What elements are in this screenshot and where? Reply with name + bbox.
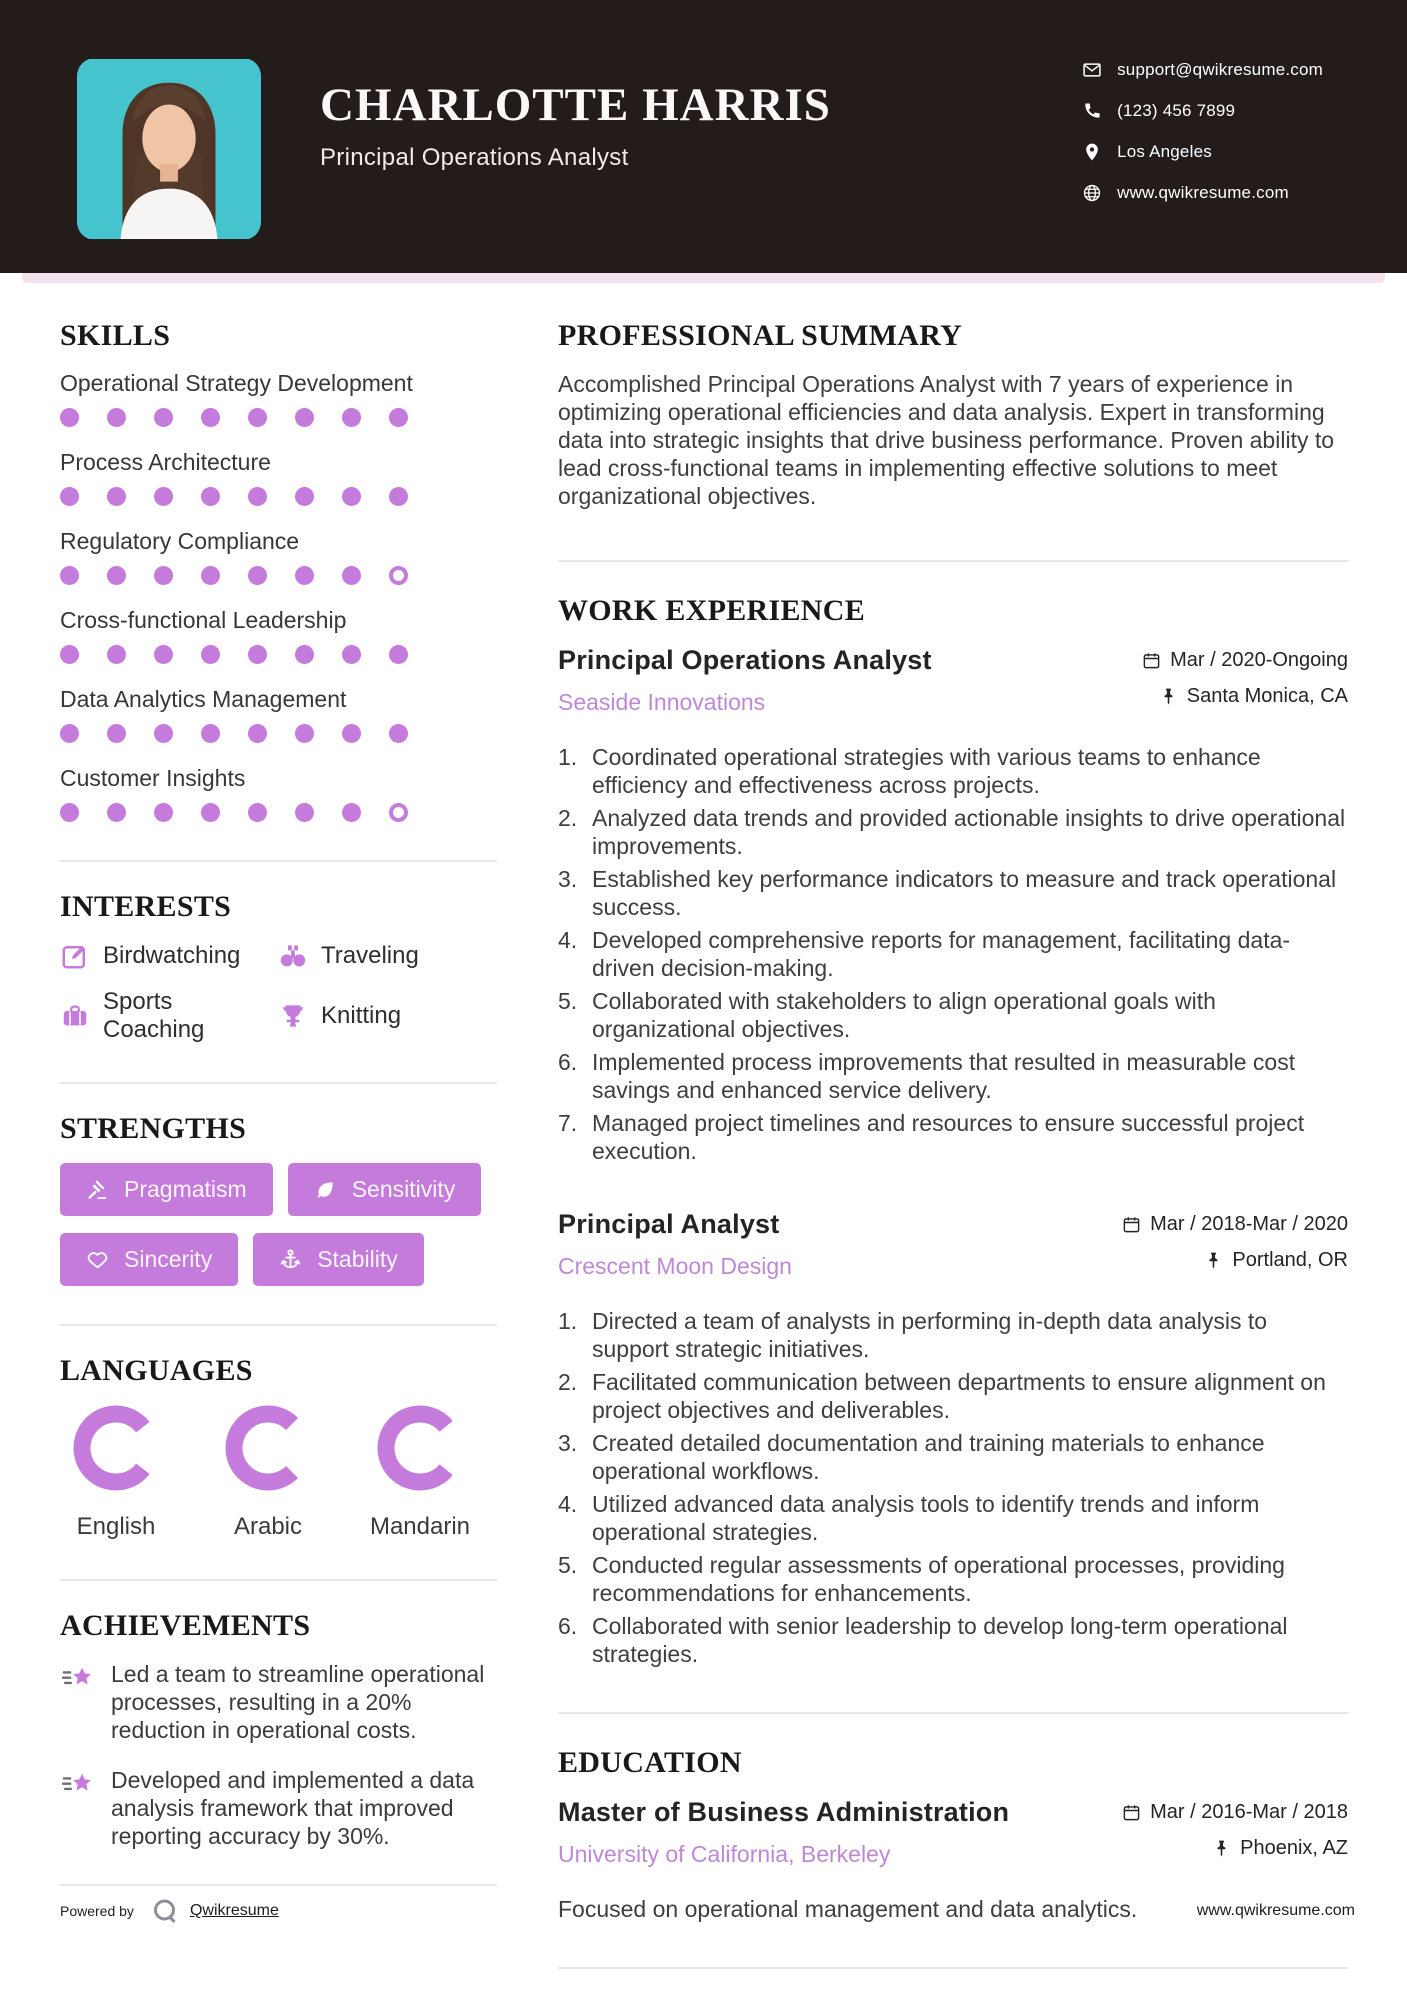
skill-dot-filled xyxy=(60,487,79,506)
divider xyxy=(558,560,1348,562)
skill-dot-filled xyxy=(107,645,126,664)
strength-badge xyxy=(60,1233,238,1286)
divider xyxy=(60,860,497,862)
anchor-icon xyxy=(279,1248,302,1271)
job-bullet xyxy=(558,865,1348,921)
content-columns xyxy=(0,283,1407,1990)
bullet-number: 4. xyxy=(558,927,578,953)
skill-dot-filled xyxy=(295,645,314,664)
person-name: CHARLOTTE HARRIS xyxy=(320,79,831,131)
strength-label: Stability xyxy=(317,1246,398,1272)
job-entry-left xyxy=(558,1209,792,1280)
skill-dot-filled xyxy=(154,803,173,822)
job-bullet xyxy=(558,1551,1348,1607)
skill-dot-filled xyxy=(342,487,361,506)
footer-website: www.qwikresume.com xyxy=(1196,1902,1355,1919)
skill-dot-filled xyxy=(154,724,173,743)
skill-level-dots xyxy=(60,645,497,664)
footer xyxy=(60,1896,1355,1926)
skill-label: Process Architecture xyxy=(60,449,271,475)
skill-dot-filled xyxy=(60,408,79,427)
achievement-list xyxy=(60,1660,497,1850)
pushpin-icon xyxy=(1212,1839,1231,1858)
strengths-section xyxy=(60,1112,497,1286)
skill-item xyxy=(60,528,497,585)
languages-heading: LANGUAGES xyxy=(60,1354,253,1387)
interest-list xyxy=(60,941,497,1044)
skill-dot-filled xyxy=(248,645,267,664)
job-bullet-list xyxy=(558,1307,1348,1668)
skill-dot-filled xyxy=(295,566,314,585)
job-bullet xyxy=(558,743,1348,799)
job-date-row xyxy=(1142,649,1348,672)
skill-dot-filled xyxy=(342,803,361,822)
education-heading: EDUCATION xyxy=(558,1746,742,1779)
skill-dot-filled xyxy=(248,803,267,822)
job-entry-header xyxy=(558,645,1348,721)
skill-dot-filled xyxy=(201,487,220,506)
calendar-icon xyxy=(1122,1803,1141,1822)
skill-dot-filled xyxy=(342,408,361,427)
skill-dot-filled xyxy=(248,408,267,427)
bullet-number: 2. xyxy=(558,1369,578,1395)
job-meta xyxy=(1142,645,1348,721)
summary-text: Accomplished Principal Operations Analyst with 7 years of experience in optimizing operational efficiencies and data analysis. Expert in transforming data into strategic insights that drive business performance. Proven ability to lead cross-functional teams in implementing effective solutions to meet organizational objectives. xyxy=(558,371,1335,509)
contact-item xyxy=(1082,101,1323,121)
achievement-text: Led a team to streamline operational processes, resulting in a 20% reduction in operational costs. xyxy=(111,1661,485,1743)
email-icon xyxy=(1082,60,1102,80)
skill-dot-filled xyxy=(295,803,314,822)
contact-text: support@qwikresume.com xyxy=(1117,60,1323,79)
divider xyxy=(60,1884,497,1886)
skill-dot-filled xyxy=(154,408,173,427)
education-entry-left xyxy=(558,1797,1009,1868)
contact-text: www.qwikresume.com xyxy=(1117,183,1289,202)
degree-title: Master of Business Administration xyxy=(558,1797,1010,1827)
skill-dot-filled xyxy=(295,487,314,506)
skill-item xyxy=(60,449,497,506)
interest-label: Sports Coaching xyxy=(103,988,205,1043)
education-meta xyxy=(1122,1797,1348,1873)
bullet-number: 1. xyxy=(558,744,578,770)
job-bullet xyxy=(558,1612,1348,1668)
interest-item xyxy=(278,941,497,971)
bullet-number: 2. xyxy=(558,805,578,831)
job-bullet xyxy=(558,804,1348,860)
language-label: English xyxy=(76,1513,156,1540)
language-item xyxy=(220,1405,316,1541)
skill-dot-filled xyxy=(295,724,314,743)
pushpin-icon xyxy=(1204,1251,1223,1270)
skill-label: Customer Insights xyxy=(60,765,246,791)
skill-dot-filled xyxy=(389,724,408,743)
job-entry-header xyxy=(558,1209,1348,1285)
job-bullet xyxy=(558,1048,1348,1104)
bullet-text: Created detailed documentation and training materials to enhance operational workflows. xyxy=(592,1430,1265,1484)
bullet-number: 7. xyxy=(558,1110,578,1136)
job-list xyxy=(558,645,1348,1668)
trophy-icon xyxy=(278,1001,308,1031)
skill-dot-filled xyxy=(201,566,220,585)
contact-item xyxy=(1082,142,1323,162)
job-bullet xyxy=(558,1429,1348,1485)
skill-dot-filled xyxy=(248,487,267,506)
job-entry-left xyxy=(558,645,932,716)
achievement-item xyxy=(60,1660,497,1744)
languages-section xyxy=(60,1354,497,1541)
location-icon xyxy=(1082,142,1102,162)
company-name: Crescent Moon Design xyxy=(558,1253,792,1279)
globe-icon xyxy=(1082,183,1102,203)
divider xyxy=(60,1579,497,1581)
education-location: Phoenix, AZ xyxy=(1240,1837,1348,1859)
skill-dot-filled xyxy=(107,487,126,506)
language-level-arc xyxy=(225,1405,311,1491)
interest-label: Knitting xyxy=(321,1002,402,1029)
job-date: Mar / 2018-Mar / 2020 xyxy=(1150,1213,1348,1235)
education-date: Mar / 2016-Mar / 2018 xyxy=(1150,1801,1348,1823)
bullet-number: 3. xyxy=(558,866,578,892)
divider xyxy=(60,1324,497,1326)
contact-text: Los Angeles xyxy=(1117,142,1212,161)
job-bullet-list xyxy=(558,743,1348,1165)
job-bullet xyxy=(558,1368,1348,1424)
strength-badge-list xyxy=(60,1163,497,1286)
bag-icon xyxy=(60,1001,90,1031)
skill-label: Operational Strategy Development xyxy=(60,370,413,396)
bullet-number: 1. xyxy=(558,1308,578,1334)
strength-badge xyxy=(253,1233,424,1286)
powered-by-label: Powered by xyxy=(60,1903,134,1919)
interest-item xyxy=(60,988,278,1044)
skill-level-dots xyxy=(60,408,497,427)
bullet-text: Coordinated operational strategies with various teams to enhance efficiency and effectiveness across projects. xyxy=(592,744,1261,798)
bullet-text: Analyzed data trends and provided actionable insights to drive operational improvements. xyxy=(592,805,1346,859)
language-item xyxy=(369,1405,471,1541)
skill-item xyxy=(60,607,497,664)
skill-level-dots xyxy=(60,487,497,506)
skill-item xyxy=(60,765,497,822)
skill-dot-empty xyxy=(389,803,408,822)
skills-section xyxy=(60,319,497,822)
achievement-item xyxy=(60,1766,497,1850)
language-list xyxy=(68,1405,497,1541)
interest-item xyxy=(278,988,497,1044)
skill-dot-filled xyxy=(201,408,220,427)
job-date-row xyxy=(1122,1213,1348,1236)
bullet-text: Collaborated with senior leadership to develop long-term operational strategies. xyxy=(592,1613,1288,1667)
bullet-text: Established key performance indicators to measure and track operational success. xyxy=(592,866,1337,920)
job-date: Mar / 2020-Ongoing xyxy=(1170,649,1348,671)
binoculars-icon xyxy=(278,941,308,971)
skill-dot-filled xyxy=(342,724,361,743)
strength-label: Sincerity xyxy=(124,1246,213,1272)
phone-icon xyxy=(1082,101,1102,121)
bullet-text: Directed a team of analysts in performing in-depth data analysis to support strategic initiatives. xyxy=(592,1308,1268,1362)
strength-badge xyxy=(288,1163,482,1216)
skill-dot-filled xyxy=(389,408,408,427)
bullet-number: 6. xyxy=(558,1613,578,1639)
calendar-icon xyxy=(1142,651,1161,670)
profile-photo-illustration xyxy=(77,58,261,240)
strength-label: Pragmatism xyxy=(124,1176,247,1202)
leaf-icon xyxy=(314,1178,337,1201)
skill-dot-filled xyxy=(107,724,126,743)
skill-dot-filled xyxy=(154,645,173,664)
achievements-section xyxy=(60,1609,497,1850)
skill-item xyxy=(60,370,497,427)
skills-heading: SKILLS xyxy=(60,319,171,352)
job-bullet xyxy=(558,1109,1348,1165)
divider xyxy=(60,1082,497,1084)
job-bullet xyxy=(558,1490,1348,1546)
skill-level-dots xyxy=(60,566,497,585)
skill-dot-filled xyxy=(60,566,79,585)
skill-dot-filled xyxy=(342,566,361,585)
skill-dot-filled xyxy=(295,408,314,427)
bullet-text: Facilitated communication between departments to ensure alignment on project objectives and deliverables. xyxy=(592,1369,1326,1423)
skill-label: Data Analytics Management xyxy=(60,686,347,712)
calendar-icon xyxy=(1122,1215,1141,1234)
bullet-text: Managed project timelines and resources to ensure successful project execution. xyxy=(592,1110,1305,1164)
interest-label: Traveling xyxy=(321,942,419,969)
job-bullet xyxy=(558,926,1348,982)
language-label: Mandarin xyxy=(369,1513,471,1540)
work-experience-section xyxy=(558,594,1348,1668)
skill-item xyxy=(60,686,497,743)
job-title: Principal Analyst xyxy=(558,1209,780,1239)
skill-dot-filled xyxy=(107,408,126,427)
language-item xyxy=(68,1405,164,1541)
bullet-text: Conducted regular assessments of operational processes, providing recommendations for enhancements. xyxy=(592,1552,1285,1606)
bullet-text: Implemented process improvements that resulted in measurable cost savings and enhanced service delivery. xyxy=(592,1049,1296,1103)
company-name: Seaside Innovations xyxy=(558,689,766,715)
pencil-square-icon xyxy=(60,941,90,971)
skill-label: Cross-functional Leadership xyxy=(60,607,347,633)
person-title: Principal Operations Analyst xyxy=(320,144,629,171)
interest-item xyxy=(60,941,278,971)
contact-item xyxy=(1082,183,1323,203)
strength-badge xyxy=(60,1163,273,1216)
skill-list xyxy=(60,370,497,822)
summary-section xyxy=(558,319,1348,510)
skill-dot-filled xyxy=(60,645,79,664)
sidebar xyxy=(60,319,497,1990)
divider xyxy=(558,1712,1348,1714)
interests-heading: INTERESTS xyxy=(60,890,232,923)
bullet-number: 5. xyxy=(558,988,578,1014)
skill-dot-filled xyxy=(60,724,79,743)
skill-label: Regulatory Compliance xyxy=(60,528,300,554)
divider xyxy=(558,1967,1348,1969)
contact-item xyxy=(1082,60,1323,80)
achievement-text: Developed and implemented a data analysis framework that improved reporting accuracy by 30%. xyxy=(111,1767,475,1849)
job-location: Santa Monica, CA xyxy=(1186,685,1348,707)
header-shadow-strip xyxy=(22,273,1385,283)
interest-label: Birdwatching xyxy=(103,942,241,969)
work-experience-heading: WORK EXPERIENCE xyxy=(558,594,866,627)
qwikresume-link[interactable]: Qwikresume xyxy=(189,1902,279,1919)
school-name: University of California, Berkeley xyxy=(558,1841,891,1867)
contact-text: (123) 456 7899 xyxy=(1117,101,1236,120)
job-entry xyxy=(558,1209,1348,1668)
skill-dot-filled xyxy=(389,487,408,506)
bullet-text: Developed comprehensive reports for management, facilitating data-driven decision-making. xyxy=(592,927,1291,981)
education-location-row xyxy=(1122,1837,1348,1860)
job-bullet xyxy=(558,1307,1348,1363)
skill-level-dots xyxy=(60,803,497,822)
main-column xyxy=(558,319,1348,1990)
bullet-number: 3. xyxy=(558,1430,578,1456)
skill-dot-filled xyxy=(389,645,408,664)
job-location-row xyxy=(1142,685,1348,708)
skill-dot-filled xyxy=(154,566,173,585)
education-description: Focused on operational management and data analytics. xyxy=(558,1896,1138,1922)
strength-label: Sensitivity xyxy=(351,1176,456,1202)
skill-level-dots xyxy=(60,724,497,743)
skill-dot-filled xyxy=(201,803,220,822)
bullet-text: Utilized advanced data analysis tools to identify trends and inform operational strategies. xyxy=(592,1491,1260,1545)
heart-icon xyxy=(86,1248,109,1271)
bullet-number: 6. xyxy=(558,1049,578,1075)
header xyxy=(0,0,1407,273)
profile-photo xyxy=(77,58,261,240)
bullet-number: 4. xyxy=(558,1491,578,1517)
skill-dot-filled xyxy=(248,724,267,743)
strengths-heading: STRENGTHS xyxy=(60,1112,247,1145)
job-entry xyxy=(558,645,1348,1165)
skill-dot-filled xyxy=(60,803,79,822)
job-meta xyxy=(1122,1209,1348,1285)
pushpin-icon xyxy=(1159,687,1178,706)
shooting-star-icon xyxy=(60,1660,96,1696)
language-label: Arabic xyxy=(233,1513,303,1540)
job-location: Portland, OR xyxy=(1232,1249,1348,1271)
identity-block xyxy=(320,58,831,172)
bullet-number: 5. xyxy=(558,1552,578,1578)
education-entry-header xyxy=(558,1797,1348,1873)
summary-heading: PROFESSIONAL SUMMARY xyxy=(558,319,963,352)
education-date-row xyxy=(1122,1801,1348,1824)
job-bullet xyxy=(558,987,1348,1043)
skill-dot-filled xyxy=(201,645,220,664)
skill-dot-filled xyxy=(248,566,267,585)
language-level-arc xyxy=(73,1405,159,1491)
skill-dot-filled xyxy=(342,645,361,664)
skill-dot-filled xyxy=(107,803,126,822)
gavel-icon xyxy=(86,1178,109,1201)
shooting-star-icon xyxy=(60,1766,96,1802)
qwikresume-logo-icon xyxy=(150,1896,180,1926)
skill-dot-filled xyxy=(201,724,220,743)
bullet-text: Collaborated with stakeholders to align operational goals with organizational objectives. xyxy=(592,988,1216,1042)
language-level-arc xyxy=(377,1405,463,1491)
skill-dot-filled xyxy=(107,566,126,585)
achievements-heading: ACHIEVEMENTS xyxy=(60,1609,311,1642)
job-location-row xyxy=(1122,1249,1348,1272)
job-title: Principal Operations Analyst xyxy=(558,645,932,675)
interests-section xyxy=(60,890,497,1044)
skill-dot-empty xyxy=(389,566,408,585)
contact-list xyxy=(1082,60,1323,224)
skill-dot-filled xyxy=(154,487,173,506)
